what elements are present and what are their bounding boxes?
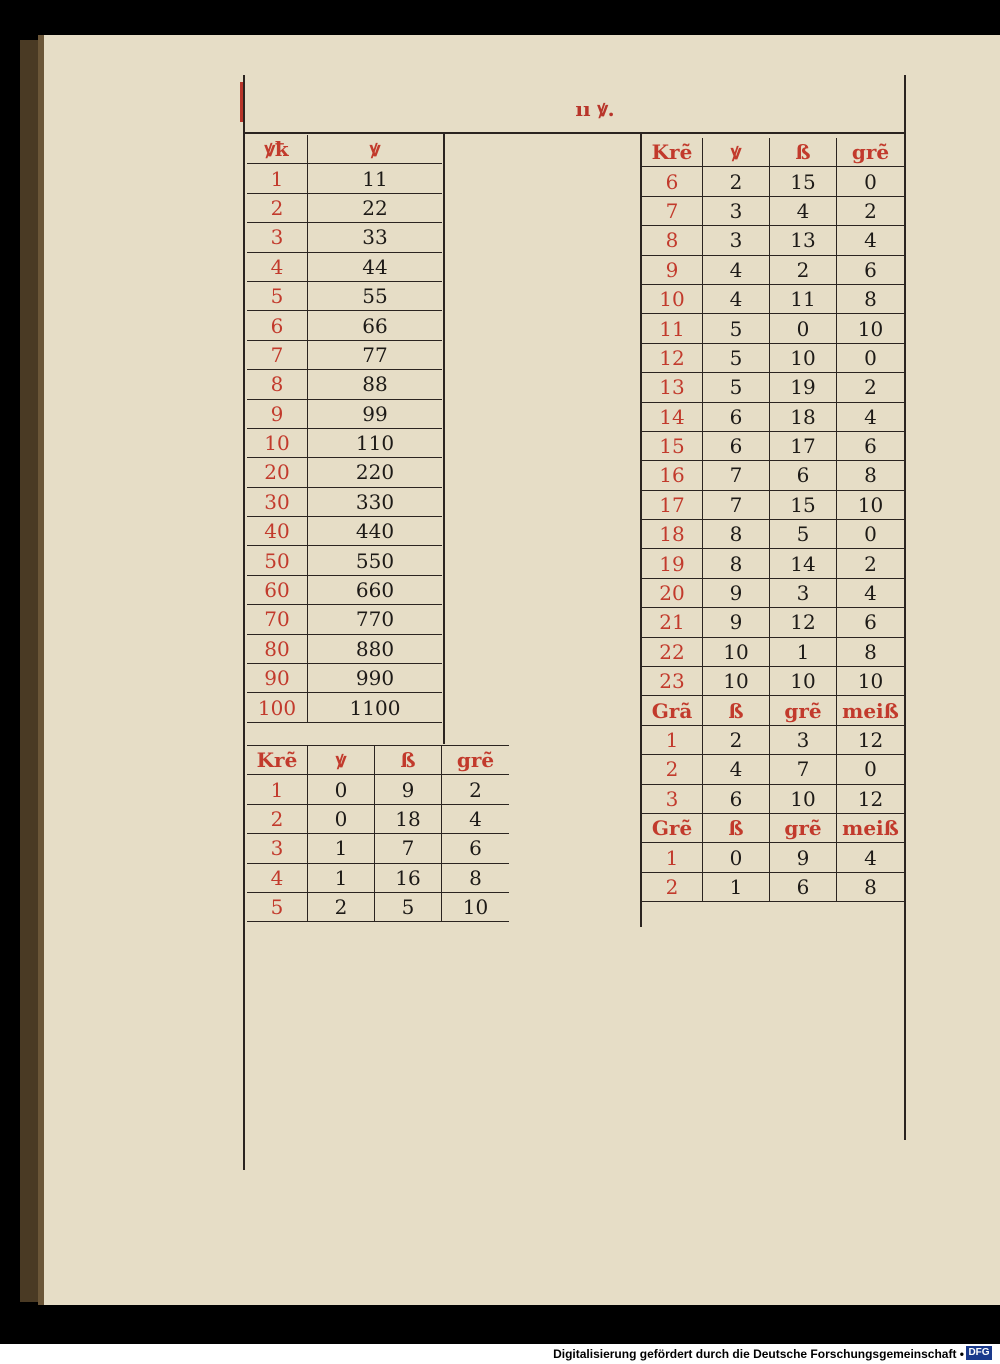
- value-cell: 33: [308, 223, 443, 252]
- dfg-logo: DFG: [966, 1346, 992, 1360]
- row-label-cell: 2: [247, 804, 308, 833]
- row-label-cell: 19: [642, 549, 703, 578]
- footer-credit: Digitalisierung gefördert durch die Deutsche Forschungsgemeinschaft •: [553, 1347, 964, 1361]
- col-header: Grã: [642, 696, 703, 725]
- value-cell: 6: [770, 872, 837, 901]
- value-cell: 7: [703, 461, 770, 490]
- value-cell: 4: [703, 255, 770, 284]
- row-label-cell: 3: [247, 834, 308, 863]
- row-label-cell: 1: [247, 775, 308, 804]
- table-row: [247, 605, 442, 634]
- value-cell: 13: [770, 226, 837, 255]
- left-table-header: [247, 135, 442, 164]
- left-table-right-line: [443, 132, 445, 744]
- row-label-cell: 40: [247, 517, 308, 546]
- table-row: [247, 693, 442, 722]
- table-row: [247, 487, 442, 516]
- row-label-cell: 20: [247, 458, 308, 487]
- row-label-cell: 2: [642, 755, 703, 784]
- value-cell: 11: [770, 284, 837, 313]
- value-cell: 4: [703, 284, 770, 313]
- value-cell: 1: [770, 637, 837, 666]
- table-row: [247, 370, 442, 399]
- table-row: [247, 634, 442, 663]
- value-cell: 0: [308, 804, 375, 833]
- row-label-cell: 17: [642, 490, 703, 519]
- table-row: [247, 193, 442, 222]
- value-cell: 6: [703, 784, 770, 813]
- value-cell: 440: [308, 517, 443, 546]
- value-cell: 12: [837, 725, 905, 754]
- row-label-cell: 12: [642, 343, 703, 372]
- value-cell: 18: [770, 402, 837, 431]
- value-cell: 5: [703, 314, 770, 343]
- row-label-cell: 2: [642, 872, 703, 901]
- value-cell: 0: [703, 843, 770, 872]
- col-header: Krẽ: [642, 138, 703, 167]
- value-cell: 2: [703, 167, 770, 196]
- value-cell: 22: [308, 193, 443, 222]
- value-cell: 3: [770, 725, 837, 754]
- value-cell: 14: [770, 549, 837, 578]
- value-cell: 4: [837, 843, 905, 872]
- table-row: [247, 223, 442, 252]
- table-row: [247, 775, 509, 804]
- table-row: [642, 520, 904, 549]
- value-cell: 8: [442, 863, 510, 892]
- value-cell: 0: [837, 520, 905, 549]
- value-cell: 6: [703, 431, 770, 460]
- row-label-cell: 70: [247, 605, 308, 634]
- row-label-cell: 15: [642, 431, 703, 460]
- row-label-cell: 2: [247, 193, 308, 222]
- table-row: [642, 637, 904, 666]
- value-cell: 77: [308, 340, 443, 369]
- value-cell: 330: [308, 487, 443, 516]
- value-cell: 12: [770, 608, 837, 637]
- table-row: [642, 490, 904, 519]
- value-cell: 0: [770, 314, 837, 343]
- col-header: meiß: [837, 696, 905, 725]
- value-cell: 5: [703, 343, 770, 372]
- row-label-cell: 6: [247, 311, 308, 340]
- table-row: [642, 843, 904, 872]
- col-header: ꝟ: [308, 135, 443, 164]
- value-cell: 5: [375, 892, 442, 921]
- frame-top-line: [243, 132, 906, 134]
- table-row: [247, 804, 509, 833]
- value-cell: 10: [837, 490, 905, 519]
- col-header: Krẽ: [247, 746, 308, 775]
- value-cell: 4: [703, 755, 770, 784]
- right-table: [642, 138, 904, 902]
- table-row: [642, 167, 904, 196]
- row-label-cell: 9: [642, 255, 703, 284]
- table-row: [642, 196, 904, 225]
- value-cell: 0: [837, 755, 905, 784]
- value-cell: 4: [442, 804, 510, 833]
- table-row: [642, 373, 904, 402]
- table-row: [247, 664, 442, 693]
- col-header: grẽ: [837, 138, 905, 167]
- value-cell: 0: [837, 343, 905, 372]
- value-cell: 550: [308, 546, 443, 575]
- value-cell: 10: [703, 667, 770, 696]
- row-label-cell: 18: [642, 520, 703, 549]
- value-cell: 880: [308, 634, 443, 663]
- value-cell: 10: [770, 667, 837, 696]
- col-header: meiß: [837, 813, 905, 842]
- value-cell: 0: [837, 167, 905, 196]
- value-cell: 10: [770, 343, 837, 372]
- table-row: [642, 784, 904, 813]
- table-row: [642, 725, 904, 754]
- right-sub2-header: [642, 813, 904, 842]
- row-label-cell: 9: [247, 399, 308, 428]
- table-row: [642, 667, 904, 696]
- row-label-cell: 1: [642, 725, 703, 754]
- value-cell: 2: [308, 892, 375, 921]
- table-row: [642, 284, 904, 313]
- value-cell: 2: [837, 549, 905, 578]
- table-row: [247, 575, 442, 604]
- value-cell: 8: [837, 284, 905, 313]
- value-cell: 7: [375, 834, 442, 863]
- right-sub1-header: [642, 696, 904, 725]
- table-row: [247, 428, 442, 457]
- value-cell: 6: [442, 834, 510, 863]
- value-cell: 7: [770, 755, 837, 784]
- table-row: [247, 546, 442, 575]
- value-cell: 5: [770, 520, 837, 549]
- value-cell: 1: [703, 872, 770, 901]
- left-bottom-table: [247, 745, 509, 922]
- row-label-cell: 60: [247, 575, 308, 604]
- value-cell: 7: [703, 490, 770, 519]
- row-label-cell: 1: [247, 164, 308, 193]
- row-label-cell: 22: [642, 637, 703, 666]
- value-cell: 660: [308, 575, 443, 604]
- value-cell: 18: [375, 804, 442, 833]
- value-cell: 8: [837, 872, 905, 901]
- row-label-cell: 7: [642, 196, 703, 225]
- value-cell: 4: [837, 402, 905, 431]
- row-label-cell: 90: [247, 664, 308, 693]
- value-cell: 15: [770, 167, 837, 196]
- table-row: [247, 834, 509, 863]
- value-cell: 66: [308, 311, 443, 340]
- col-header: ꝟ: [308, 746, 375, 775]
- value-cell: 11: [308, 164, 443, 193]
- value-cell: 990: [308, 664, 443, 693]
- row-label-cell: 50: [247, 546, 308, 575]
- value-cell: 9: [770, 843, 837, 872]
- row-label-cell: 1: [642, 843, 703, 872]
- row-label-cell: 3: [642, 784, 703, 813]
- value-cell: 99: [308, 399, 443, 428]
- table-row: [642, 608, 904, 637]
- value-cell: 4: [770, 196, 837, 225]
- value-cell: 4: [837, 226, 905, 255]
- table-row: [247, 340, 442, 369]
- value-cell: 17: [770, 431, 837, 460]
- table-row: [642, 314, 904, 343]
- row-label-cell: 13: [642, 373, 703, 402]
- value-cell: 6: [703, 402, 770, 431]
- frame-right-line: [904, 75, 906, 1140]
- page-header: ıı ꝟ.: [575, 97, 615, 121]
- value-cell: 8: [837, 637, 905, 666]
- row-label-cell: 23: [642, 667, 703, 696]
- table-row: [642, 226, 904, 255]
- value-cell: 6: [837, 608, 905, 637]
- col-header: ꝟꝁ: [247, 135, 308, 164]
- value-cell: 10: [770, 784, 837, 813]
- table-row: [247, 252, 442, 281]
- col-header: ß: [703, 696, 770, 725]
- value-cell: 88: [308, 370, 443, 399]
- value-cell: 770: [308, 605, 443, 634]
- col-header: Grẽ: [642, 813, 703, 842]
- row-label-cell: 21: [642, 608, 703, 637]
- row-label-cell: 4: [247, 863, 308, 892]
- table-row: [247, 164, 442, 193]
- value-cell: 6: [837, 431, 905, 460]
- row-label-cell: 16: [642, 461, 703, 490]
- col-header: grẽ: [770, 696, 837, 725]
- table-row: [642, 578, 904, 607]
- left-bottom-header: [247, 746, 509, 775]
- value-cell: 10: [703, 637, 770, 666]
- value-cell: 10: [837, 314, 905, 343]
- value-cell: 3: [770, 578, 837, 607]
- value-cell: 9: [703, 608, 770, 637]
- value-cell: 55: [308, 281, 443, 310]
- table-row: [642, 755, 904, 784]
- value-cell: 4: [837, 578, 905, 607]
- value-cell: 44: [308, 252, 443, 281]
- value-cell: 110: [308, 428, 443, 457]
- row-label-cell: 7: [247, 340, 308, 369]
- row-label-cell: 11: [642, 314, 703, 343]
- value-cell: 9: [703, 578, 770, 607]
- value-cell: 1: [308, 834, 375, 863]
- value-cell: 2: [770, 255, 837, 284]
- value-cell: 2: [837, 196, 905, 225]
- table-row: [247, 399, 442, 428]
- value-cell: 2: [703, 725, 770, 754]
- table-row: [642, 343, 904, 372]
- table-row: [642, 872, 904, 901]
- value-cell: 6: [770, 461, 837, 490]
- value-cell: 3: [703, 196, 770, 225]
- value-cell: 16: [375, 863, 442, 892]
- col-header: ꝟ: [703, 138, 770, 167]
- value-cell: 19: [770, 373, 837, 402]
- value-cell: 2: [837, 373, 905, 402]
- row-label-cell: 8: [642, 226, 703, 255]
- col-header: ß: [770, 138, 837, 167]
- value-cell: 15: [770, 490, 837, 519]
- row-label-cell: 5: [247, 892, 308, 921]
- table-row: [247, 311, 442, 340]
- value-cell: 6: [837, 255, 905, 284]
- value-cell: 9: [375, 775, 442, 804]
- row-label-cell: 4: [247, 252, 308, 281]
- table-row: [247, 281, 442, 310]
- table-row: [247, 863, 509, 892]
- value-cell: 10: [442, 892, 510, 921]
- table-row: [642, 255, 904, 284]
- col-header: ß: [703, 813, 770, 842]
- table-row: [247, 517, 442, 546]
- value-cell: 3: [703, 226, 770, 255]
- table-row: [642, 402, 904, 431]
- col-header: grẽ: [442, 746, 510, 775]
- value-cell: 12: [837, 784, 905, 813]
- row-label-cell: 20: [642, 578, 703, 607]
- value-cell: 1100: [308, 693, 443, 722]
- frame-left-line: [243, 75, 245, 1170]
- row-label-cell: 10: [247, 428, 308, 457]
- row-label-cell: 6: [642, 167, 703, 196]
- value-cell: 2: [442, 775, 510, 804]
- value-cell: 0: [308, 775, 375, 804]
- right-table-header: [642, 138, 904, 167]
- value-cell: 5: [703, 373, 770, 402]
- table-row: [642, 549, 904, 578]
- value-cell: 10: [837, 667, 905, 696]
- left-table: [247, 135, 442, 723]
- table-row: [247, 458, 442, 487]
- table-row: [247, 892, 509, 921]
- row-label-cell: 80: [247, 634, 308, 663]
- row-label-cell: 5: [247, 281, 308, 310]
- value-cell: 8: [703, 549, 770, 578]
- table-row: [642, 461, 904, 490]
- value-cell: 8: [837, 461, 905, 490]
- row-label-cell: 14: [642, 402, 703, 431]
- table-row: [642, 431, 904, 460]
- col-header: ß: [375, 746, 442, 775]
- row-label-cell: 10: [642, 284, 703, 313]
- red-marker: [240, 82, 243, 122]
- row-label-cell: 100: [247, 693, 308, 722]
- col-header: grẽ: [770, 813, 837, 842]
- row-label-cell: 8: [247, 370, 308, 399]
- value-cell: 8: [703, 520, 770, 549]
- value-cell: 220: [308, 458, 443, 487]
- row-label-cell: 3: [247, 223, 308, 252]
- row-label-cell: 30: [247, 487, 308, 516]
- value-cell: 1: [308, 863, 375, 892]
